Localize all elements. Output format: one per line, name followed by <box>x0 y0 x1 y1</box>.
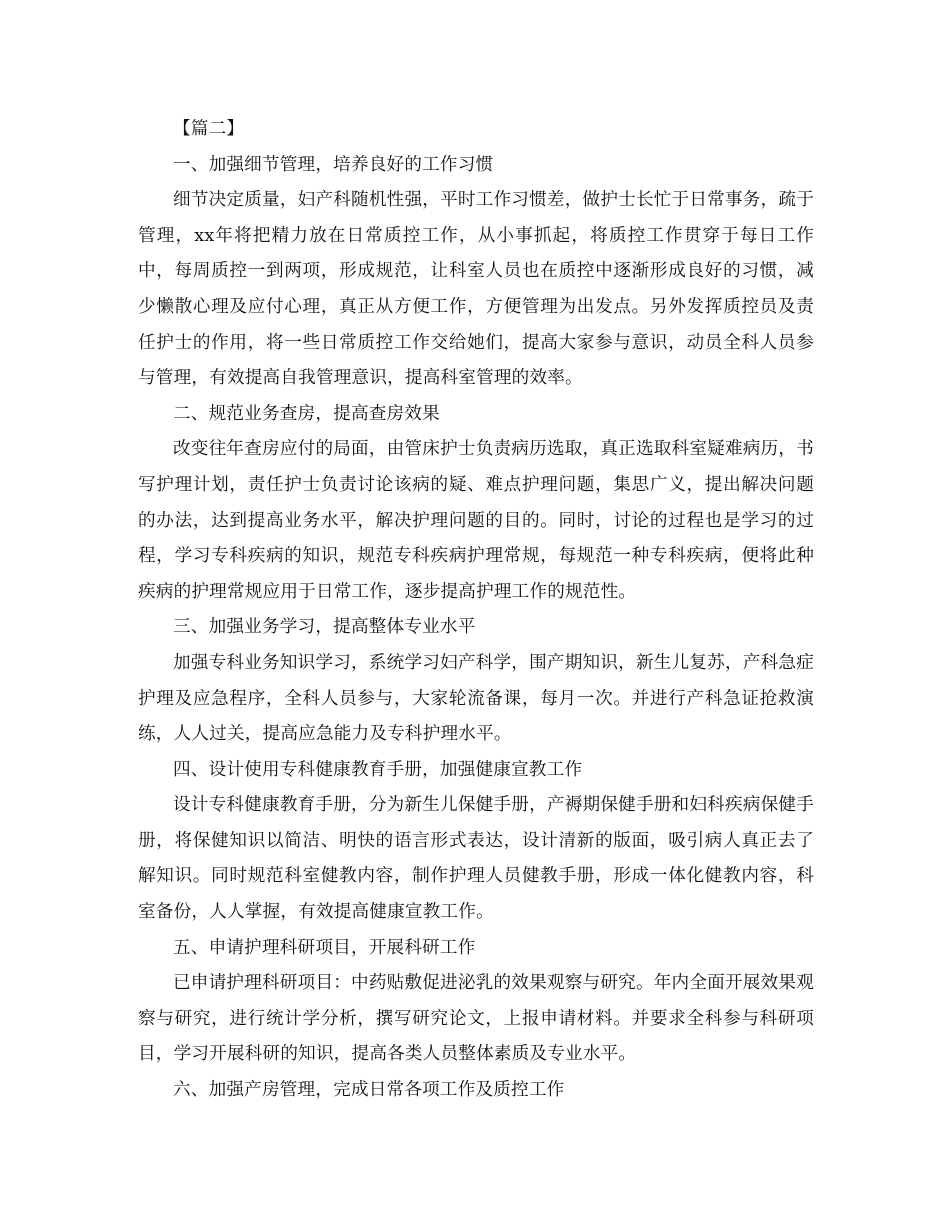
paragraph-3: 加强专科业务知识学习，系统学习妇产科学，围产期知识，新生儿复苏，产科急症护理及应急程序，全科人员参与，大家轮流备课，每月一次。并进行产科急证抢救演练，人人过关，提高应急能力及专科护理水平。 <box>138 652 814 745</box>
heading-5: 五、申请护理科研项目，开展科研工作 <box>173 937 476 958</box>
paragraph-1: 细节决定质量，妇产科随机性强，平时工作习惯差，做护士长忙于日常事务，疏于管理，xx年将把精力放在日常质控工作，从小事抓起，将质控工作贯穿于每日工作中，每周质控一到两项，形成规范，让科室人员也在质控中逐渐形成良好的习惯，减少懒散心理及应付心理，真正从方便工作，方便管理为出发点。另外发挥质控员及责任护士的作用，将一些日常质控工作交给她们，提高大家参与意识，动员全科人员参与管理，有效提高自我管理意识，提高科室管理的效率。 <box>138 190 814 389</box>
paragraph-5: 已申请护理科研项目：中药贴敷促进泌乳的效果观察与研究。年内全面开展效果观察与研究，进行统计学分析，撰写研究论文，上报申请材料。并要求全科参与科研项目，学习开展科研的知识，提高各类人员整体素质及专业水平。 <box>138 973 814 1065</box>
section-label: 【篇二】 <box>173 119 245 139</box>
paragraph-2: 改变往年查房应付的局面，由管床护士负责病历选取，真正选取科室疑难病历，书写护理计划，责任护士负责讨论该病的疑、难点护理问题，集思广义，提出解决问题的办法，达到提高业务水平，解决护理问题的目的。同时，讨论的过程也是学习的过程，学习专科疾病的知识，规范专科疾病护理常规，每规范一种专科疾病，便将此种疾病的护理常规应用于日常工作，逐步提高护理工作的规范性。 <box>138 439 814 602</box>
paragraph-4: 设计专科健康教育手册，分为新生儿保健手册，产褥期保健手册和妇科疾病保健手册，将保健知识以简洁、明快的语言形式表达，设计清新的版面，吸引病人真正去了解知识。同时规范科室健教内容，制作护理人员健教手册，形成一体化健教内容，科室备份，人人掌握，有效提高健康宣教工作。 <box>138 795 814 923</box>
heading-3: 三、加强业务学习，提高整体专业水平 <box>173 617 476 638</box>
heading-6: 六、加强产房管理，完成日常各项工作及质控工作 <box>173 1080 565 1101</box>
document-body <box>138 112 814 1109</box>
heading-2: 二、规范业务查房，提高查房效果 <box>173 403 440 424</box>
heading-4: 四、设计使用专科健康教育手册，加强健康宣教工作 <box>173 759 583 780</box>
heading-1: 一、加强细节管理，培养良好的工作习惯 <box>173 154 494 175</box>
